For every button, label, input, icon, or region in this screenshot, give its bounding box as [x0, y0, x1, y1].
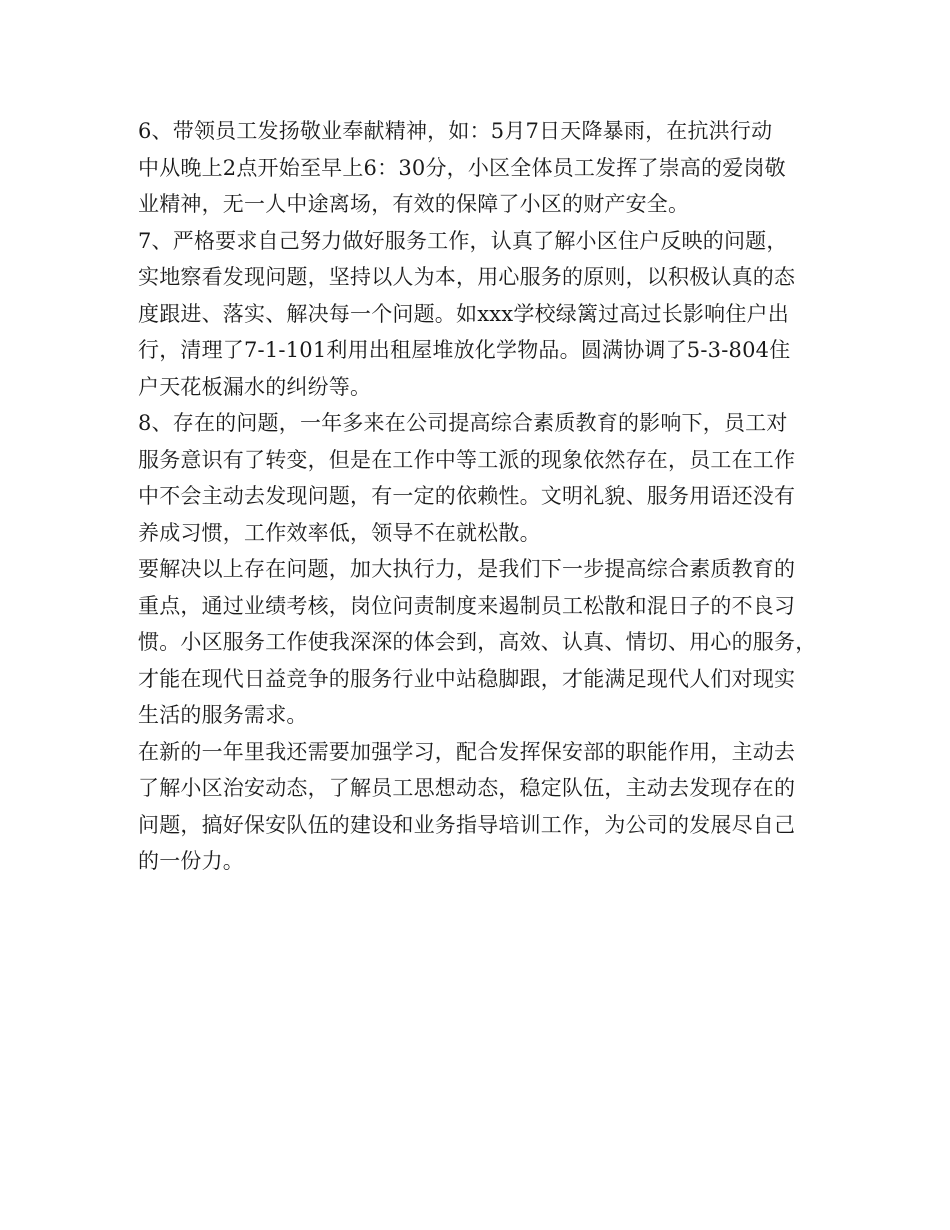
text-line: 实地察看发现问题，坚持以人为本，用心服务的原则，以积极认真的态: [138, 265, 796, 289]
text-line: 行，清理了7-1-101利用出租屋堆放化学物品。圆满协调了5-3-804住: [138, 338, 791, 362]
text-line: 度跟进、落实、解决每一个问题。如xxx学校绿篱过高过长影响住户出: [138, 301, 789, 326]
text-line: 中不会主动去发现问题，有一定的依赖性。文明礼貌、服务用语还没有: [138, 484, 796, 508]
text-line: 惯。小区服务工作使我深深的体会到，高效、认真、情切、用心的服务，: [138, 630, 817, 654]
text-line: 问题，搞好保安队伍的建设和业务指导培训工作，为公司的发展尽自己: [138, 812, 796, 837]
text-line: 中从晚上2点开始至早上6：30分，小区全体员工发挥了崇高的爱岗敬: [138, 155, 786, 180]
text-line: 养成习惯，工作效率低，领导不在就松散。: [138, 520, 541, 545]
text-line: 的一份力。: [138, 849, 244, 873]
text-line: 生活的服务需求。: [138, 703, 308, 727]
text-line: 业精神，无一人中途离场，有效的保障了小区的财产安全。: [138, 192, 690, 216]
text-line: 6、带领员工发扬敬业奉献精神，如：5月7日天降暴雨，在抗洪行动: [138, 119, 773, 143]
text-line: 8、存在的问题，一年多来在公司提高综合素质教育的影响下，员工对: [138, 411, 788, 435]
text-line: 重点，通过业绩考核，岗位问责制度来遏制员工松散和混日子的不良习: [138, 593, 796, 618]
text-line: 服务意识有了转变，但是在工作中等工派的现象依然存在，员工在工作: [138, 447, 796, 472]
text-line: 要解决以上存在问题，加大执行力，是我们下一步提高综合素质教育的: [138, 557, 796, 581]
text-line: 户天花板漏水的纠纷等。: [138, 374, 372, 399]
text-line: 在新的一年里我还需要加强学习，配合发挥保安部的职能作用，主动去: [138, 739, 796, 764]
text-line: 7、严格要求自己努力做好服务工作，认真了解小区住户反映的问题，: [138, 228, 788, 253]
text-line: 才能在现代日益竞争的服务行业中站稳脚跟，才能满足现代人们对现实: [138, 666, 796, 691]
document-body: [138, 113, 828, 880]
text-line: 了解小区治安动态，了解员工思想动态，稳定队伍，主动去发现存在的: [138, 776, 796, 800]
